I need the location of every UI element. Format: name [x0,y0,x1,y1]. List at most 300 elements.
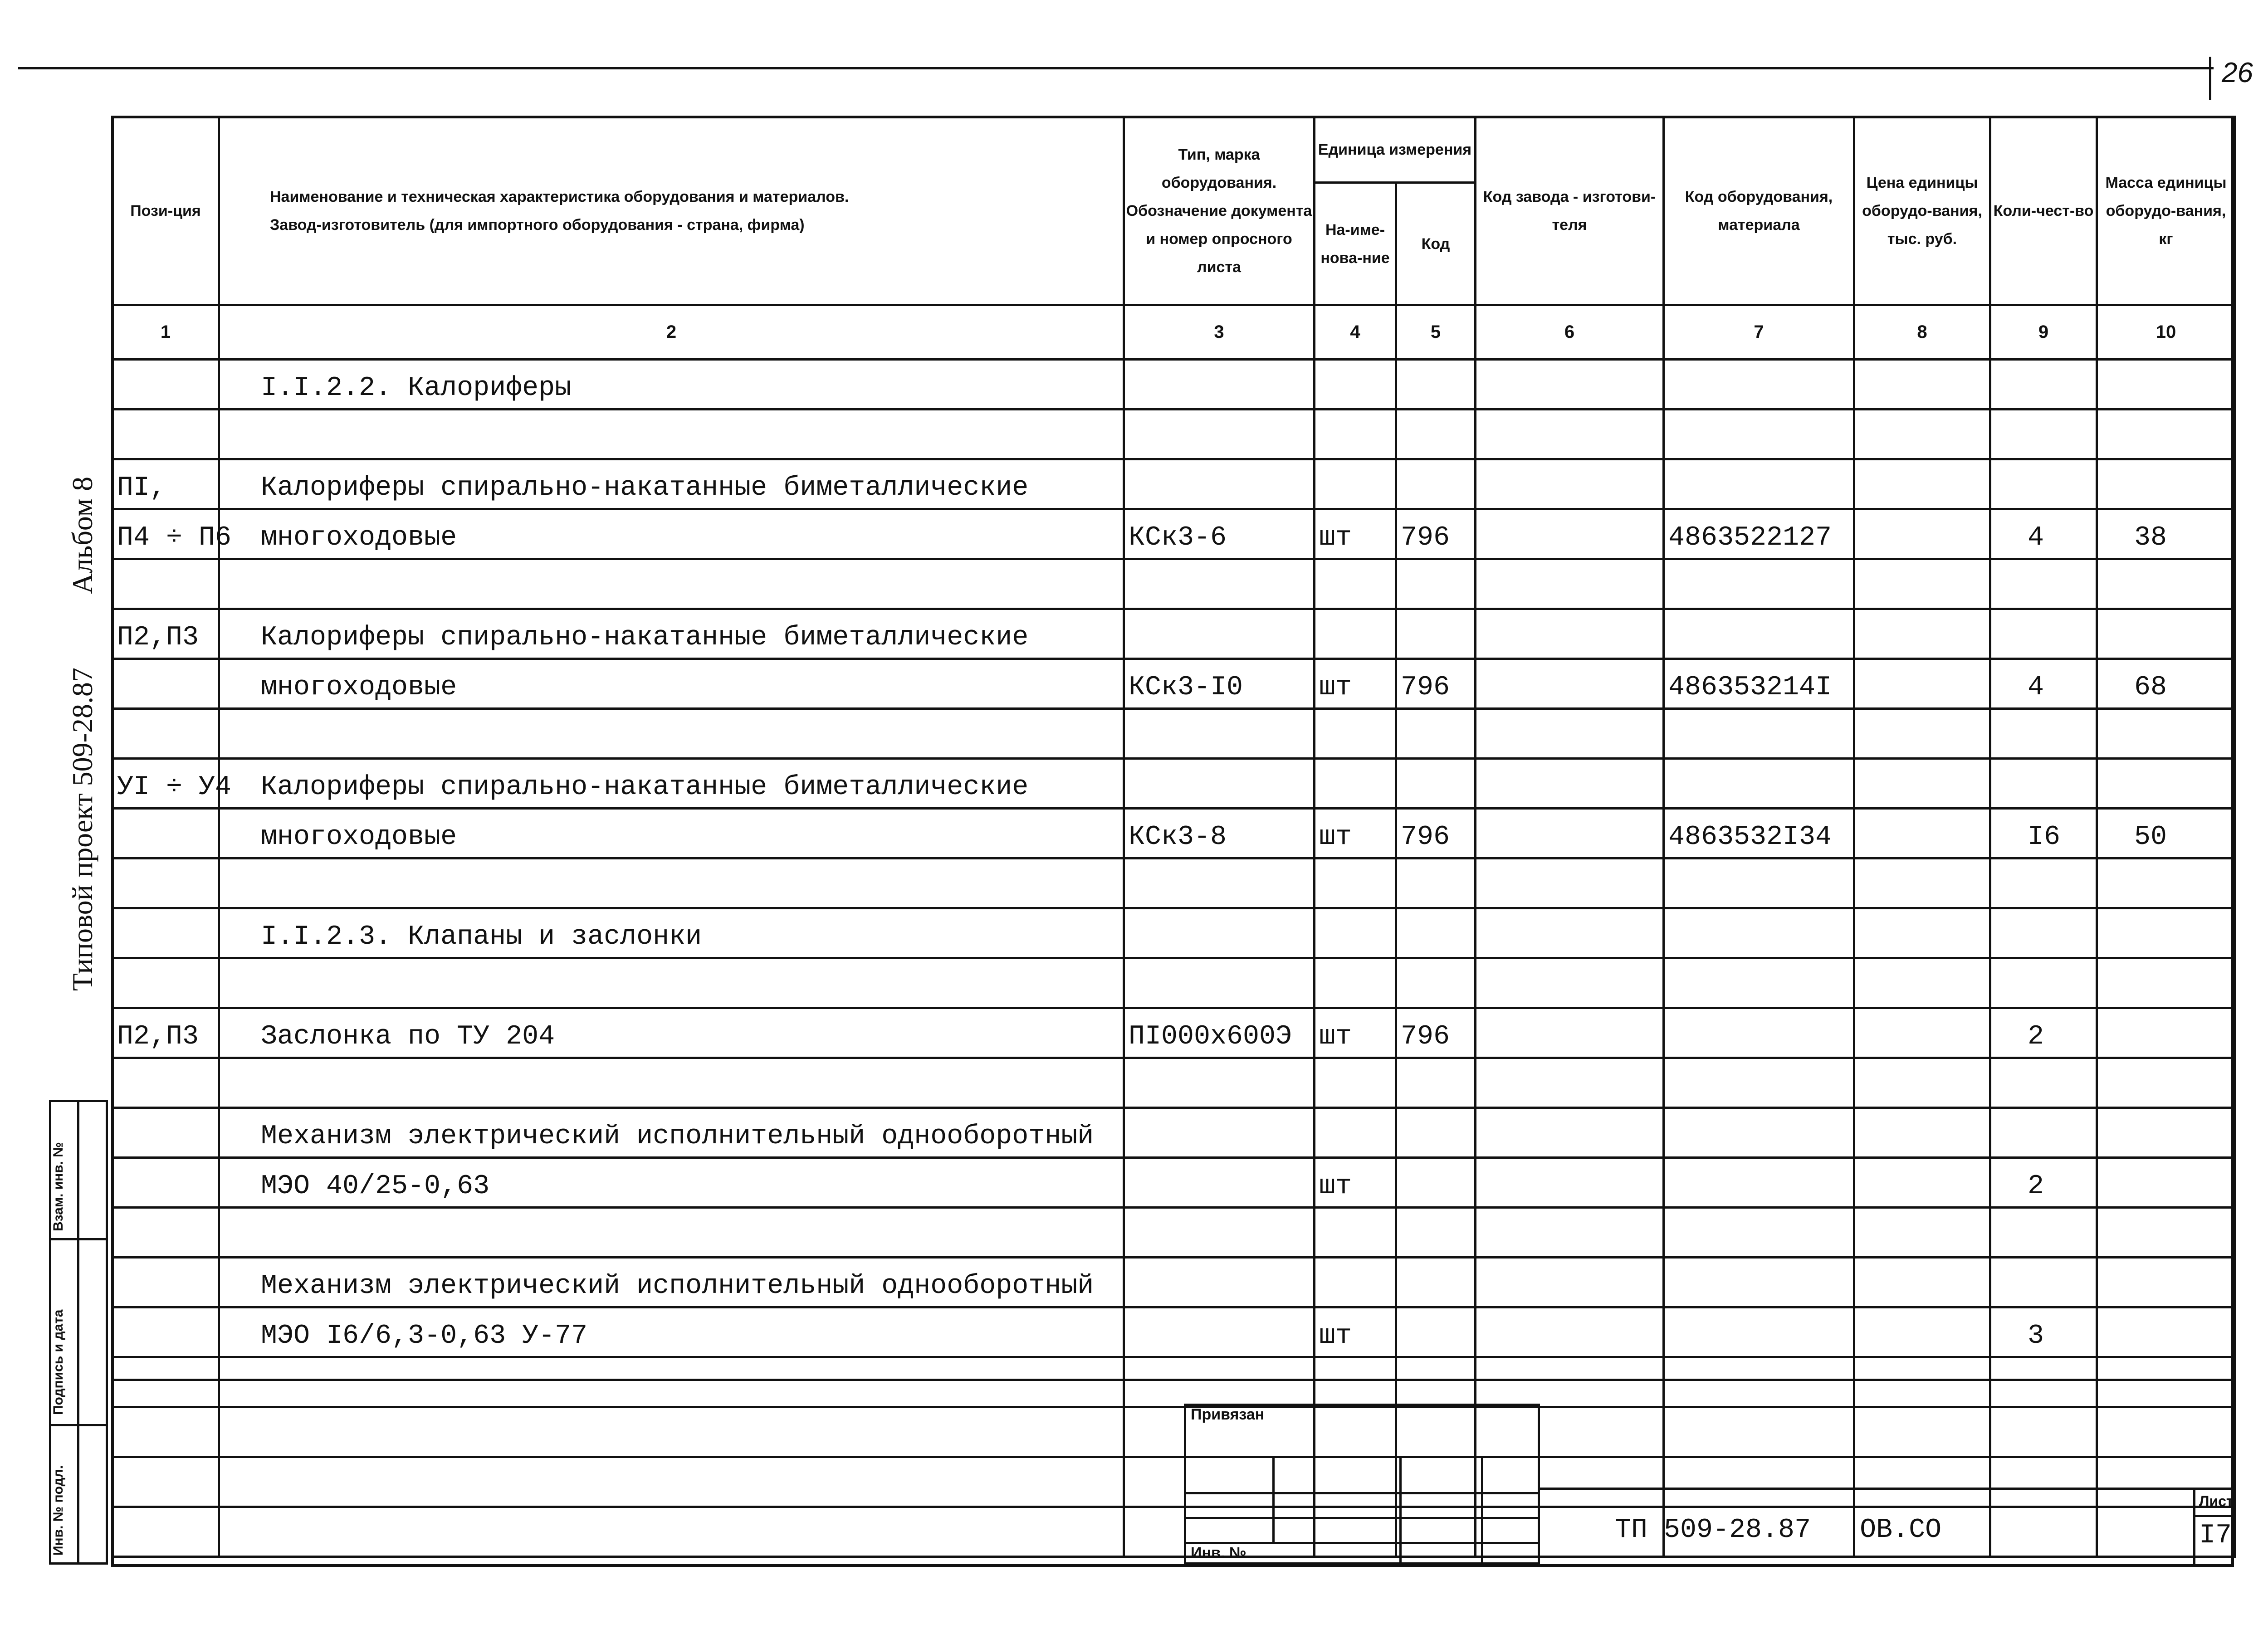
table-cell [1396,1307,1476,1357]
table-row [112,1307,2235,1357]
table-cell [1396,1357,1476,1407]
table-cell: 796 [1396,1008,1476,1058]
table-row [112,509,2235,559]
table-cell [1664,1258,1854,1307]
table-cell [1315,1108,1396,1158]
table-cell [112,1357,219,1407]
table-cell [1476,1008,1664,1058]
table-cell: 486353214I [1664,659,1854,709]
sheet-cell-divider [2193,1488,2195,1567]
table-cell: многоходовые [219,659,1124,709]
table-cell [1854,410,1990,459]
table-cell [1124,1108,1315,1158]
table-cell: ПI000x600Э [1124,1008,1315,1058]
table-cell [112,659,219,709]
table-cell [1315,559,1396,609]
column-number: 7 [1664,305,1854,360]
table-cell [1315,759,1396,809]
table-cell [1315,1258,1396,1307]
table-cell [1664,709,1854,759]
stamp-label-replaced-inv: Взам. инв. № [51,1142,66,1231]
table-cell [1990,958,2097,1008]
table-cell [2097,1307,2235,1357]
table-cell [1664,360,1854,410]
top-border-line [18,67,2214,69]
sheet-number: I7 [2199,1520,2232,1551]
table-cell [1664,1357,1854,1407]
table-row [112,1158,2235,1208]
table-row [112,709,2235,759]
table-row [112,459,2235,509]
table-cell [112,1407,219,1457]
table-cell [2097,958,2235,1008]
table-cell [1854,659,1990,709]
table-cell [112,360,219,410]
title-top-line [1540,1488,2234,1490]
table-cell [1990,360,2097,410]
col-header-quantity: Коли-чест-во [1990,117,2097,305]
table-cell [219,410,1124,459]
table-cell [2097,1108,2235,1158]
table-cell [219,1058,1124,1108]
table-cell [1315,1208,1396,1258]
table-cell [1315,709,1396,759]
table-cell [219,1208,1124,1258]
column-number: 6 [1476,305,1664,360]
table-cell [1124,410,1315,459]
column-number: 8 [1854,305,1990,360]
table-cell [1396,609,1476,659]
table-cell [1476,360,1664,410]
table-cell: 68 [2097,659,2235,709]
table-bottom-rule [111,1379,2234,1381]
table-row [112,410,2235,459]
table-cell [1854,459,1990,509]
table-cell: Калориферы спирально-накатанные биметаллические [219,609,1124,659]
table-cell: УI ÷ У4 [112,759,219,809]
table-cell [1476,509,1664,559]
table-cell [1315,908,1396,958]
bound-col-line [1399,1456,1402,1565]
table-cell [1664,1158,1854,1208]
table-cell: 3 [1990,1307,2097,1357]
document-code: ТП 509-28.87 ОВ.СО [1615,1515,1942,1546]
table-cell [1990,1108,2097,1158]
table-row [112,1258,2235,1307]
table-cell [112,1507,219,1557]
table-cell [1476,410,1664,459]
col-header-position: Пози-ция [112,117,219,305]
inv-label: Инв. № [1191,1544,1246,1561]
table-cell [1476,559,1664,609]
table-cell [1854,360,1990,410]
table-cell: шт [1315,809,1396,858]
table-cell [1315,958,1396,1008]
table-row [112,360,2235,410]
table-body [112,360,2235,1557]
table-cell [112,1058,219,1108]
table-cell [2097,1008,2235,1058]
table-cell [1396,559,1476,609]
table-cell [2097,1407,2235,1457]
table-cell [1124,908,1315,958]
table-cell [1664,609,1854,659]
table-cell: П2,П3 [112,609,219,659]
table-cell [1990,858,2097,908]
page-number-divider [2209,57,2211,100]
table-cell [1854,958,1990,1008]
table-cell [1124,1258,1315,1307]
table-cell [1854,559,1990,609]
table-cell [1396,1258,1476,1307]
specification-table [111,116,2236,1558]
table-cell [1124,459,1315,509]
table-cell: шт [1315,509,1396,559]
table-cell [1664,908,1854,958]
table-cell [1396,1158,1476,1208]
table-cell [219,1507,1124,1557]
table-cell [112,958,219,1008]
bound-row-line [1184,1517,1540,1519]
table-cell: 796 [1396,659,1476,709]
table-row [112,1058,2235,1108]
table-row [112,809,2235,858]
table-cell [1854,759,1990,809]
stamp-separator [49,1424,108,1426]
table-cell [1476,908,1664,958]
col-header-mass: Масса единицы оборудо-вания, кг [2097,117,2235,305]
table-cell: 796 [1396,509,1476,559]
table-cell [1476,1208,1664,1258]
table-cell [1315,1357,1396,1407]
table-cell [1476,1108,1664,1158]
table-cell: КСк3-I0 [1124,659,1315,709]
table-cell [1854,908,1990,958]
table-cell [1664,459,1854,509]
column-number: 1 [112,305,219,360]
table-cell [1476,809,1664,858]
table-row [112,1457,2235,1507]
table-cell [1854,609,1990,659]
table-cell [1664,410,1854,459]
table-cell [1854,1058,1990,1108]
table-cell [1990,609,2097,659]
table-cell [2097,1208,2235,1258]
table-cell: КСк3-6 [1124,509,1315,559]
table-cell [2097,459,2235,509]
table-cell [1990,410,2097,459]
table-cell [1990,908,2097,958]
table-cell [1854,1357,1990,1407]
table-cell [1476,709,1664,759]
table-cell [1124,609,1315,659]
table-cell: МЭО 40/25-0,63 [219,1158,1124,1208]
col-header-price: Цена единицы оборудо-вания, тыс. руб. [1854,117,1990,305]
table-cell [1476,1307,1664,1357]
bound-box [1184,1404,1540,1565]
table-cell: Механизм электрический исполнительный однооборотный [219,1108,1124,1158]
col-header-unit-name: На-име-нова-ние [1315,183,1396,305]
table-cell [1396,360,1476,410]
table-cell [1396,958,1476,1008]
table-cell [1990,1357,2097,1407]
stamp-separator [49,1238,108,1240]
table-cell [1990,1208,2097,1258]
column-number: 9 [1990,305,2097,360]
table-cell [1124,858,1315,908]
table-cell: 50 [2097,809,2235,858]
table-cell [1124,709,1315,759]
table-cell [1854,709,1990,759]
table-cell [1476,1058,1664,1108]
table-cell [219,1357,1124,1407]
col-header-equipment-code: Код оборудования, материала [1664,117,1854,305]
table-cell [1124,1357,1315,1407]
stamp-label-original-inv: Инв. № подл. [51,1465,66,1556]
table-cell [1124,1307,1315,1357]
table-cell [1396,1108,1476,1158]
table-cell: I.I.2.3. Клапаны и заслонки [219,908,1124,958]
table-cell: 38 [2097,509,2235,559]
table-cell [2097,559,2235,609]
table-cell [1664,1457,1854,1507]
table-cell [112,410,219,459]
column-number: 2 [219,305,1124,360]
table-cell [112,1258,219,1307]
table-row [112,1208,2235,1258]
table-row [112,958,2235,1008]
table-cell [1990,1507,2097,1557]
table-cell [219,1457,1124,1507]
table-cell [1664,958,1854,1008]
table-cell [1664,858,1854,908]
table-cell [1854,1008,1990,1058]
table-cell [2097,858,2235,908]
table-cell [1124,759,1315,809]
table-cell: КСк3-8 [1124,809,1315,858]
table-cell [1854,1258,1990,1307]
table-cell [1396,858,1476,908]
table-cell [2097,908,2235,958]
table-cell: 4863532I34 [1664,809,1854,858]
col-header-name-line1: Наименование и техническая характеристика оборудования и материалов. [270,188,849,205]
table-cell: 4863522127 [1664,509,1854,559]
table-cell [2097,1058,2235,1108]
table-cell [1854,1307,1990,1357]
table-cell [1124,958,1315,1008]
table-cell [1315,360,1396,410]
table-cell: многоходовые [219,809,1124,858]
table-cell [1854,509,1990,559]
table-cell [1476,1357,1664,1407]
table-cell: I6 [1990,809,2097,858]
table-cell [112,809,219,858]
table-cell: 4 [1990,509,2097,559]
table-cell [1990,1258,2097,1307]
table-cell [219,958,1124,1008]
table-cell: 796 [1396,809,1476,858]
table-cell: П2,П3 [112,1008,219,1058]
table-cell [1990,559,2097,609]
table-cell [112,1457,219,1507]
table-cell [1664,1407,1854,1457]
table-cell [1990,1457,2097,1507]
table-cell [2097,410,2235,459]
table-cell: Калориферы спирально-накатанные биметаллические [219,459,1124,509]
table-cell [1476,459,1664,509]
table-cell [1664,1108,1854,1158]
sheet-cell-line [2193,1515,2234,1517]
table-cell [1124,1058,1315,1108]
table-cell [1664,559,1854,609]
col-header-unit-code: Код [1396,183,1476,305]
table-cell [1664,759,1854,809]
table-cell: ПI, [112,459,219,509]
table-row [112,858,2235,908]
table-cell: шт [1315,1008,1396,1058]
table-cell [1476,958,1664,1008]
table-cell [1854,1457,1990,1507]
table-cell [1854,858,1990,908]
table-cell: МЭО I6/6,3-0,63 У-77 [219,1307,1124,1357]
col-header-name-line2: Завод-изготовитель (для импортного оборудования - страна, фирма) [270,216,805,234]
table-cell [2097,1258,2235,1307]
table-cell [1124,559,1315,609]
table-cell [1854,809,1990,858]
table-cell [1990,1058,2097,1108]
table-cell [2097,360,2235,410]
table-cell: 2 [1990,1158,2097,1208]
bound-label: Привязан [1191,1406,1265,1423]
table-cell [112,1208,219,1258]
project-caption: Типовой проект 509-28.87 [66,668,98,991]
table-cell [2097,709,2235,759]
table-header-row [112,117,2235,183]
bound-col-line [1481,1456,1483,1565]
table-cell [1396,709,1476,759]
table-cell [1396,1058,1476,1108]
table-cell [219,1407,1124,1457]
table-cell: 2 [1990,1008,2097,1058]
table-cell [1476,759,1664,809]
table-cell: шт [1315,1158,1396,1208]
table-cell [1124,360,1315,410]
table-cell [1854,1158,1990,1208]
table-cell [1396,459,1476,509]
table-row [112,609,2235,659]
table-cell [1664,1307,1854,1357]
table-cell: шт [1315,659,1396,709]
table-cell: Калориферы спирально-накатанные биметаллические [219,759,1124,809]
col-header-manufacturer-code: Код завода - изготови-теля [1476,117,1664,305]
table-row [112,1357,2235,1407]
bound-col-line [1272,1456,1275,1542]
table-cell [219,858,1124,908]
table-row [112,559,2235,609]
table-cell [1315,858,1396,908]
table-cell: шт [1315,1307,1396,1357]
left-stamp-divider [77,1100,79,1565]
table-cell: I.I.2.2. Калориферы [219,360,1124,410]
table-cell [112,1108,219,1158]
table-cell: П4 ÷ П6 [112,509,219,559]
table-cell [1315,459,1396,509]
column-number: 10 [2097,305,2235,360]
table-cell [1854,1208,1990,1258]
column-number: 3 [1124,305,1315,360]
bound-row-line [1184,1456,1540,1458]
table-cell [1664,1058,1854,1108]
table-cell [1476,609,1664,659]
table-row [112,1008,2235,1058]
table-cell [1990,1407,2097,1457]
table-cell [2097,1158,2235,1208]
table-cell [112,709,219,759]
table-cell [1124,1208,1315,1258]
table-cell [112,559,219,609]
table-cell [1854,1108,1990,1158]
page-number: 26 [2222,57,2253,88]
table-cell [112,1158,219,1208]
table-cell [2097,609,2235,659]
table-cell: 4 [1990,659,2097,709]
table-cell [219,709,1124,759]
table-cell [1315,609,1396,659]
table-cell [1315,410,1396,459]
col-header-name [219,117,1124,305]
table-cell [219,559,1124,609]
table-cell: многоходовые [219,509,1124,559]
col-header-type: Тип, марка оборудования. Обозначение документа и номер опросного листа [1124,117,1315,305]
table-cell [1396,1208,1476,1258]
table-cell [112,858,219,908]
table-cell [112,1307,219,1357]
table-cell [112,908,219,958]
table-cell [2097,1357,2235,1407]
table-cell [1315,1058,1396,1108]
table-row [112,1407,2235,1457]
table-cell [1476,659,1664,709]
stamp-label-signature-date: Подпись и дата [51,1309,66,1415]
table-cell [1124,1158,1315,1208]
album-caption: Альбом 8 [66,476,98,594]
table-cell [1990,759,2097,809]
bound-row-line [1184,1492,1540,1494]
column-number-row [112,305,2235,360]
table-cell [1476,1158,1664,1208]
table-cell: Механизм электрический исполнительный однооборотный [219,1258,1124,1307]
table-row [112,759,2235,809]
table-cell [1396,908,1476,958]
table-cell [1664,1208,1854,1258]
table-cell [1664,1008,1854,1058]
table-cell: Заслонка по ТУ 204 [219,1008,1124,1058]
table-row [112,1108,2235,1158]
table-cell [1396,410,1476,459]
column-number: 4 [1315,305,1396,360]
col-header-unit-group: Единица измерения [1315,117,1476,183]
table-row [112,908,2235,958]
table-cell [1396,759,1476,809]
table-cell [2097,759,2235,809]
table-cell [1990,459,2097,509]
table-cell [1854,1407,1990,1457]
table-cell [1990,709,2097,759]
table-cell [1476,858,1664,908]
column-number: 5 [1396,305,1476,360]
sheet-label: Лист [2199,1493,2234,1509]
table-row [112,659,2235,709]
